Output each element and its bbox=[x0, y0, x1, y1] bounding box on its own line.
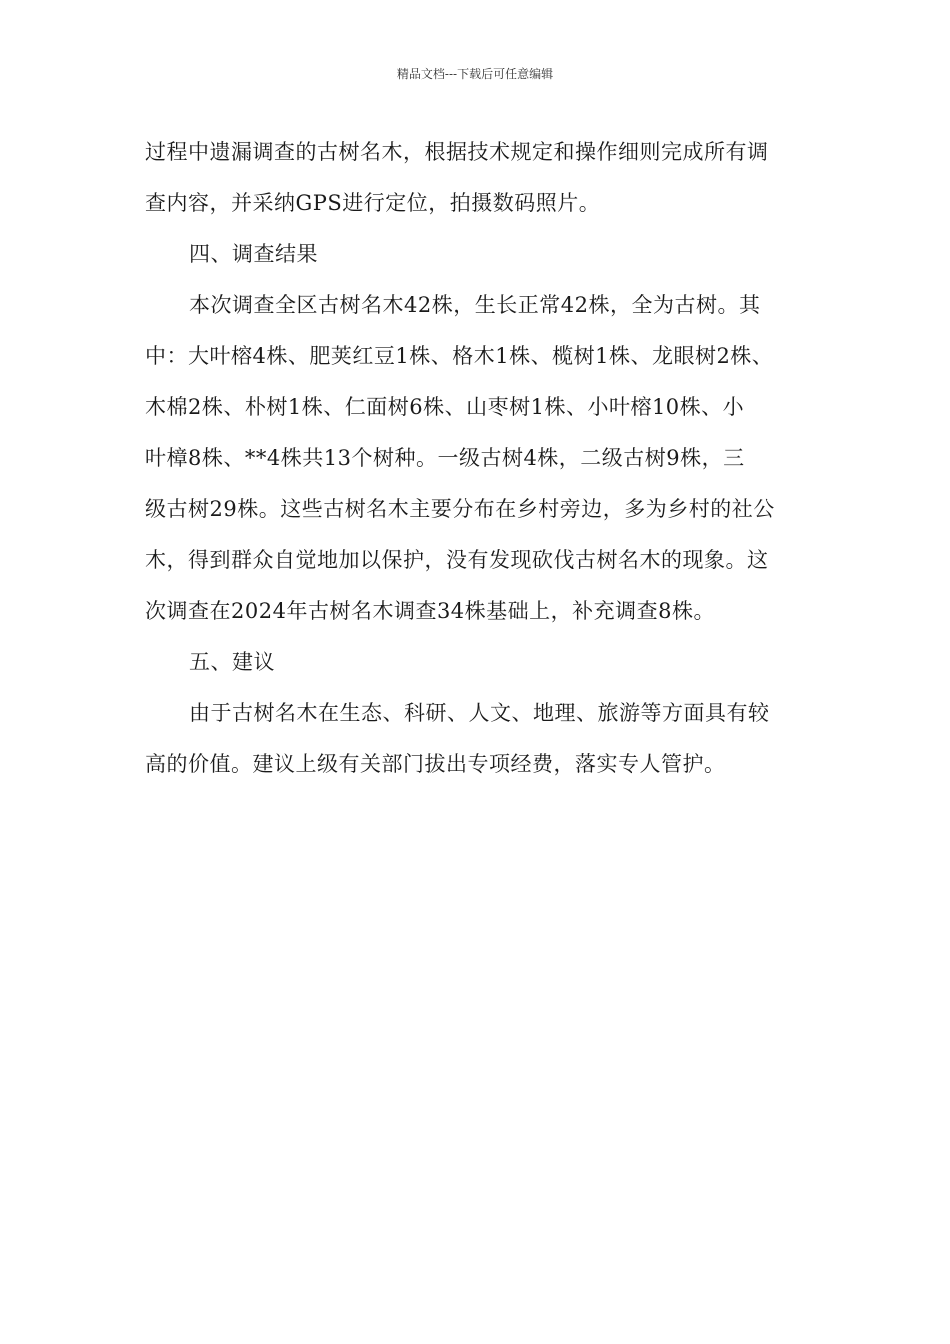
text-line: 级古树29株。这些古树名木主要分布在乡村旁边，多为乡村的社公 bbox=[145, 497, 775, 521]
text-line: 过程中遗漏调查的古树名木，根据技术规定和操作细则完成所有调 bbox=[145, 140, 769, 164]
text-line: 木棉2株、朴树1株、仁面树6株、山枣树1株、小叶榕10株、小 bbox=[145, 395, 745, 419]
section-heading-suggestions: 五、建议 bbox=[189, 650, 275, 674]
text-line: 木，得到群众自觉地加以保护，没有发现砍伐古树名木的现象。这 bbox=[145, 548, 769, 572]
text-line: 本次调查全区古树名木42株，生长正常42株，全为古树。其 bbox=[189, 293, 761, 317]
section-heading-results: 四、调查结果 bbox=[189, 242, 318, 266]
text-line: 高的价值。建议上级有关部门拔出专项经费，落实专人管护。 bbox=[145, 752, 726, 776]
text-line: 中：大叶榕4株、肥荚红豆1株、格木1株、榄树1株、龙眼树2株、 bbox=[145, 344, 774, 368]
page-header: 精品文档---下载后可任意编辑 bbox=[396, 67, 554, 81]
text-line: 次调查在2024年古树名木调查34株基础上，补充调查8株。 bbox=[145, 599, 716, 623]
document-body bbox=[145, 130, 810, 793]
text-line: 查内容，并采纳GPS进行定位，拍摄数码照片。 bbox=[145, 191, 601, 215]
text-line: 叶樟8株、**4株共13个树种。一级古树4株，二级古树9株，三 bbox=[145, 446, 745, 470]
text-line: 由于古树名木在生态、科研、人文、地理、旅游等方面具有较 bbox=[189, 701, 770, 725]
